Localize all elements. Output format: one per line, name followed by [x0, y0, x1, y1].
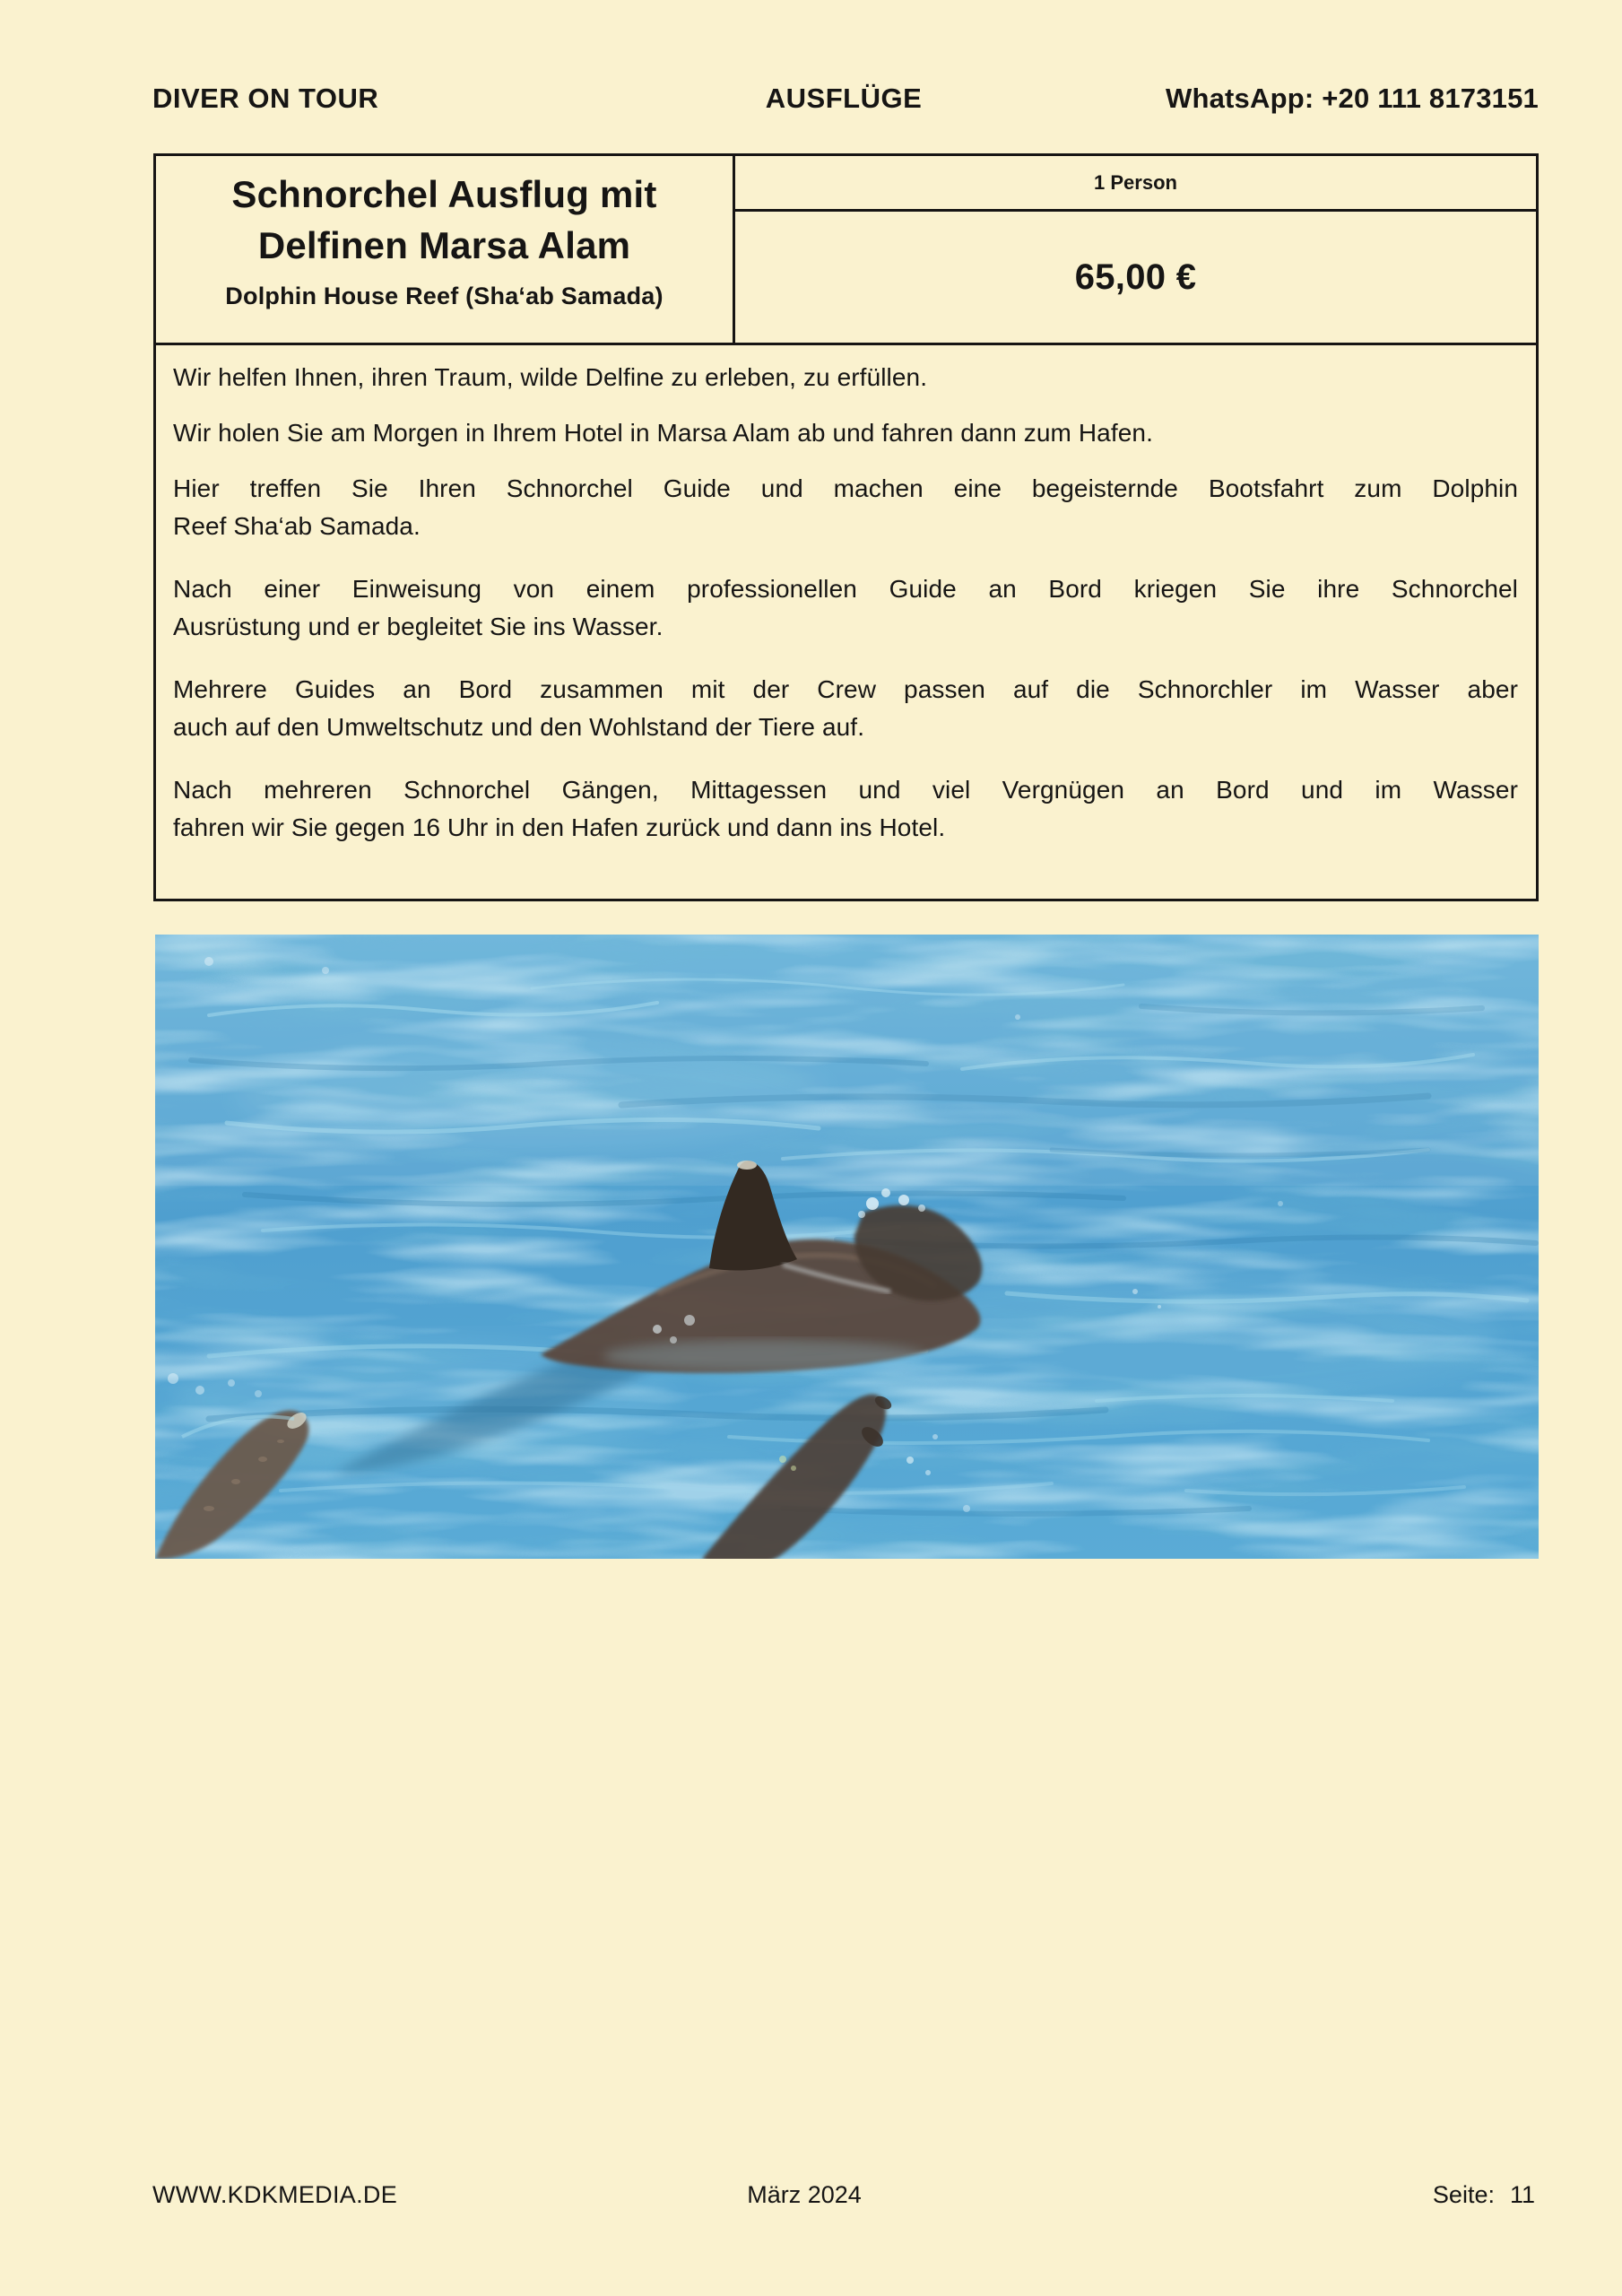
description-line: Reef Sha‘ab Samada. [173, 512, 421, 540]
offer-subtitle: Dolphin House Reef (Sha‘ab Samada) [225, 283, 664, 309]
description-line: Ausrüstung und er begleitet Sie ins Wasser. [173, 613, 664, 640]
description-line: auch auf den Umweltschutz und den Wohlstand der Tiere auf. [173, 713, 865, 741]
page-label: Seite: [1432, 2181, 1495, 2208]
page-number-value: 11 [1509, 2181, 1535, 2208]
description-line: Mehrere Guides an Bord zusammen mit der Crew passen auf die Schnorchler im Wasser aber [173, 675, 1518, 703]
tour-description [153, 343, 1539, 901]
price-value-cell: 65,00 € [1074, 257, 1197, 297]
description-line: Wir helfen Ihnen, ihren Traum, wilde Delfine zu erleben, zu erfüllen. [173, 363, 928, 391]
description-line: Hier treffen Sie Ihren Schnorchel Guide und machen eine begeisternde Bootsfahrt zum Dolphin [173, 474, 1518, 502]
footer-page-number [1433, 2181, 1535, 2209]
offer-title-line-2: Delfinen Marsa Alam [257, 224, 631, 266]
description-paragraph [173, 414, 1518, 452]
footer-date: März 2024 [747, 2181, 862, 2208]
price-column [735, 156, 1536, 343]
description-line: fahren wir Sie gegen 16 Uhr in den Hafen zurück und dann ins Hotel. [173, 813, 946, 841]
description-line: Nach einer Einweisung von einem professionellen Guide an Bord kriegen Sie ihre Schnorchel [173, 575, 1518, 603]
page-footer [152, 2181, 1539, 2212]
offer-title-line-1: Schnorchel Ausflug mit [231, 173, 657, 215]
description-line: Nach mehreren Schnorchel Gängen, Mittagessen und viel Vergnügen an Bord und im Wasser [173, 776, 1518, 804]
dolphins-photo [155, 935, 1539, 1559]
brand-title: DIVER ON TOUR [152, 83, 379, 114]
description-line: Wir holen Sie am Morgen in Ihrem Hotel in Marsa Alam ab und fahren dann zum Hafen. [173, 419, 1153, 447]
description-paragraph [173, 359, 1518, 396]
offer-title-cell [156, 156, 735, 343]
whatsapp-contact: WhatsApp: +20 111 8173151 [1166, 83, 1539, 114]
footer-website: WWW.KDKMEDIA.DE [152, 2181, 397, 2208]
page-header [152, 83, 1539, 118]
price-header-cell: 1 Person [735, 156, 1536, 212]
offer-table [153, 153, 1539, 345]
section-title: AUSFLÜGE [765, 83, 923, 114]
